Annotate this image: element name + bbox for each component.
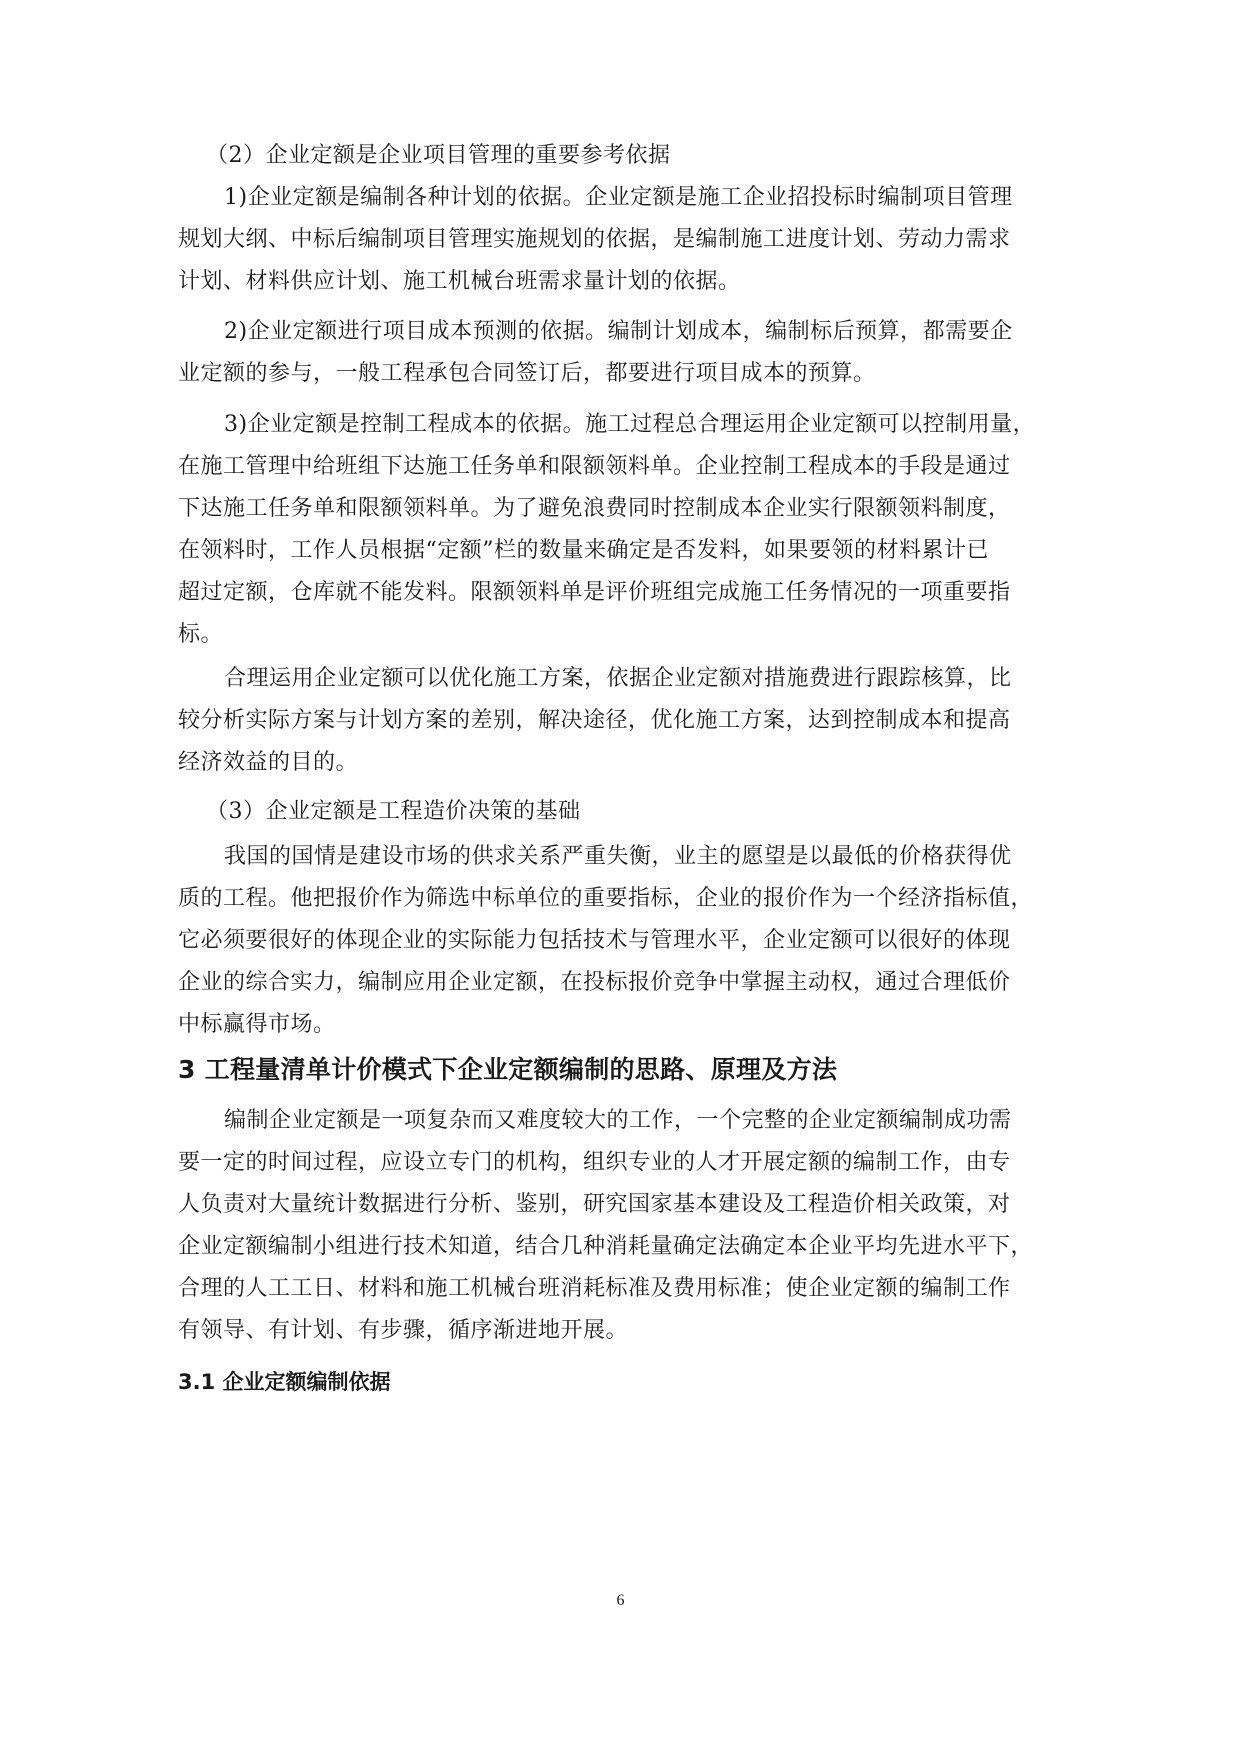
text-line: 企业定额编制小组进行技术知道，结合几种消耗量确定法确定本企业平均先进水平下，	[178, 1234, 1034, 1259]
paragraph-subheading-3	[178, 791, 1088, 833]
text-line: 标。	[178, 622, 224, 647]
text-line: 2)企业定额进行项目成本预测的依据。编制计划成本，编制标后预算，都需要企	[224, 319, 1013, 344]
text-line: 3)企业定额是控制工程成本的依据。施工过程总合理运用企业定额可以控制用量，	[224, 412, 1036, 437]
text-line: 编制企业定额是一项复杂而又难度较大的工作，一个完整的企业定额编制成功需	[224, 1108, 1012, 1133]
text-line: 质的工程。他把报价作为筛选中标单位的重要指标，企业的报价作为一个经济指标值，	[178, 886, 1034, 911]
text-line: 在领料时，工作人员根据“定额”栏的数量来确定是否发料，如果要领的材料累计已	[178, 538, 989, 563]
text-line: 企业的综合实力，编制应用企业定额，在投标报价竞争中掌握主动权，通过合理低价	[178, 970, 1011, 995]
text-line: 在施工管理中给班组下达施工任务单和限额领料单。企业控制工程成本的手段是通过	[178, 454, 1011, 479]
text-line: 规划大纲、中标后编制项目管理实施规划的依据，是编制施工进度计划、劳动力需求	[178, 227, 1011, 252]
text-line: （2）企业定额是企业项目管理的重要参考依据	[206, 143, 671, 168]
text-line: 经济效益的目的。	[178, 750, 359, 775]
text-line: 要一定的时间过程，应设立专门的机构，组织专业的人才开展定额的编制工作，由专	[178, 1150, 1011, 1175]
paragraph-subheading-2	[178, 135, 1088, 177]
paragraph-optimization	[178, 658, 1088, 784]
text-line: 中标赢得市场。	[178, 1012, 336, 1037]
text-line: 较分析实际方案与计划方案的差别，解决途径，优化施工方案，达到控制成本和提高	[178, 708, 1011, 733]
text-line: 业定额的参与，一般工程承包合同签订后，都要进行项目成本的预算。	[178, 361, 876, 386]
text-line: 计划、材料供应计划、施工机械台班需求量计划的依据。	[178, 269, 741, 294]
text-line: （3）企业定额是工程造价决策的基础	[206, 799, 581, 824]
text-line: 超过定额，仓库就不能发料。限额领料单是评价班组完成施工任务情况的一项重要指	[178, 580, 1011, 605]
section-heading-3: 3 工程量清单计价模式下企业定额编制的思路、原理及方法	[178, 1055, 838, 1084]
paragraph-compilation	[178, 1100, 1088, 1352]
paragraph-item-1	[178, 177, 1088, 303]
text-line: 下达施工任务单和限额领料单。为了避免浪费同时控制成本企业实行限额领料制度，	[178, 496, 1011, 521]
paragraph-national-conditions	[178, 836, 1088, 1046]
text-line: 有领导、有计划、有步骤，循序渐进地开展。	[178, 1318, 629, 1343]
text-line: 它必须要很好的体现企业的实际能力包括技术与管理水平，企业定额可以很好的体现	[178, 928, 1011, 953]
section-heading-3-1: 3.1 企业定额编制依据	[178, 1370, 391, 1394]
paragraph-item-3	[178, 404, 1088, 656]
text-line: 合理运用企业定额可以优化施工方案，依据企业定额对措施费进行跟踪核算，比	[224, 666, 1012, 691]
text-line: 合理的人工工日、材料和施工机械台班消耗标准及费用标准；使企业定额的编制工作	[178, 1276, 1011, 1301]
text-line: 人负责对大量统计数据进行分析、鉴别，研究国家基本建设及工程造价相关政策，对	[178, 1192, 1011, 1217]
text-line: 1)企业定额是编制各种计划的依据。企业定额是施工企业招投标时编制项目管理	[224, 185, 1013, 210]
paragraph-item-2	[178, 311, 1088, 395]
page-number: 6	[616, 1592, 625, 1609]
text-line: 我国的国情是建设市场的供求关系严重失衡，业主的愿望是以最低的价格获得优	[224, 844, 1012, 869]
